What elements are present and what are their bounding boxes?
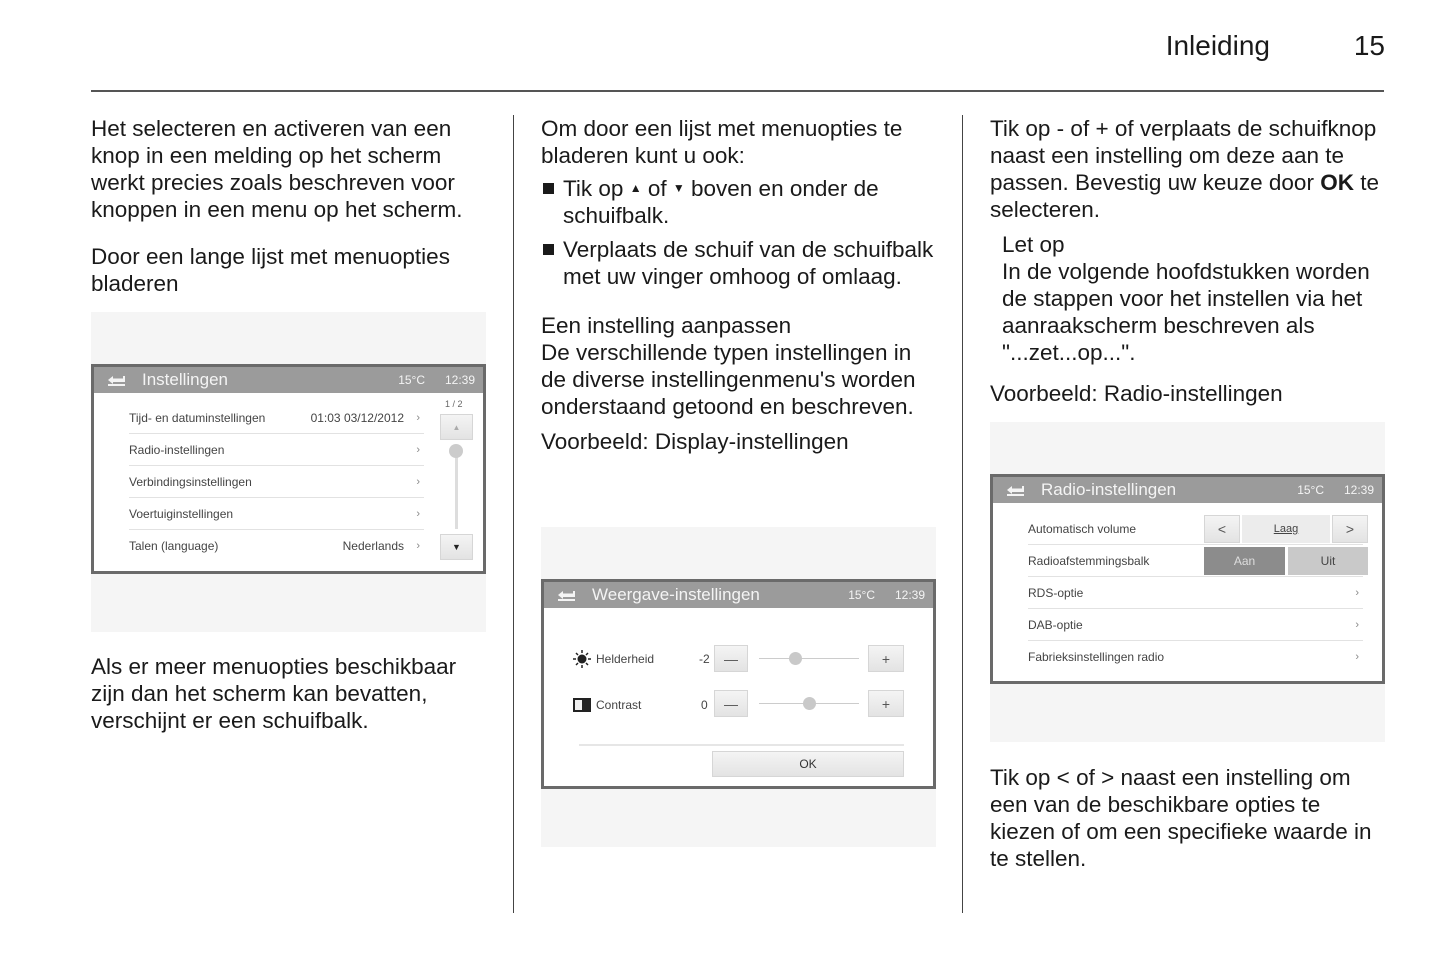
list-item-label: Automatisch volume xyxy=(1028,521,1137,536)
temperature: 15°C xyxy=(848,588,875,602)
list-item-label: RDS-optie xyxy=(1028,585,1084,600)
figure-settings-list xyxy=(91,312,486,632)
setting-label: Helderheid xyxy=(596,652,655,666)
contrast-slider-thumb[interactable] xyxy=(803,697,816,710)
scroll-down-button[interactable] xyxy=(440,534,473,560)
after-figure-paragraph: Tik op < of > naast een instelling om een van de beschikbare opties te kiezen of om een specifieke waarde in te stellen. xyxy=(990,765,1372,871)
list-item-label: Radioafstemmingsbalk xyxy=(1028,553,1150,568)
clock: 12:39 xyxy=(894,588,925,602)
plus-icon: + xyxy=(881,695,891,712)
clock: 12:39 xyxy=(444,373,475,387)
contrast-icon xyxy=(572,697,592,713)
toggle-on-button[interactable] xyxy=(1204,547,1285,575)
page-number: 15 xyxy=(1353,30,1385,61)
list-item-label: Verbindingsinstellingen xyxy=(129,474,252,489)
settings-screen xyxy=(91,364,486,574)
page-indicator: 1 / 2 xyxy=(445,399,463,409)
bullet-icon xyxy=(543,183,554,194)
chevron-right-icon: › xyxy=(416,443,420,456)
chevron-right-icon: › xyxy=(416,507,420,520)
list-item-label: DAB-optie xyxy=(1028,617,1083,632)
back-icon[interactable] xyxy=(1005,483,1027,497)
column-3 xyxy=(990,115,1390,407)
radio-screen xyxy=(990,474,1385,684)
arrow-up-icon: ▲ xyxy=(629,181,642,195)
temperature: 15°C xyxy=(1297,483,1324,497)
column-2 xyxy=(541,115,941,455)
setting-value: 0 xyxy=(701,698,708,712)
increase-button[interactable] xyxy=(868,645,904,672)
figure-radio-settings xyxy=(990,422,1385,742)
chevron-right-icon: > xyxy=(1345,521,1355,537)
brightness-icon xyxy=(572,650,592,668)
bullet-text: boven en onder de schuifbalk. xyxy=(563,176,879,228)
section-heading: Een instelling aanpassen xyxy=(541,313,792,338)
scrollbar-paragraph: Als er meer menuopties beschikbaar zijn dan het scherm kan bevatten, verschijnt er een schuifbalk. xyxy=(91,654,457,733)
figure-display-settings xyxy=(541,527,936,847)
column-divider xyxy=(513,115,514,913)
brightness-slider-track[interactable] xyxy=(759,658,859,659)
column-1-bottom xyxy=(91,653,491,734)
bullet-item xyxy=(541,175,941,229)
minus-icon: — xyxy=(724,650,738,667)
setting-value: -2 xyxy=(699,652,710,666)
list-item[interactable] xyxy=(1028,577,1363,609)
back-icon[interactable] xyxy=(556,588,578,602)
scrollbar-track[interactable] xyxy=(455,449,458,529)
list-item[interactable] xyxy=(1028,609,1363,641)
list-item-label: Radio-instellingen xyxy=(129,442,225,457)
scroll-up-button[interactable] xyxy=(440,414,473,440)
bullet-list xyxy=(541,175,941,290)
divider xyxy=(579,744,904,746)
toggle-on-label: Aan xyxy=(1233,554,1256,568)
body-text: Tik op - of + of verplaats de schuifknop naast een instelling om deze aan te passen. Bevestig uw keuze door xyxy=(990,116,1377,195)
chevron-right-icon: › xyxy=(416,539,420,552)
screen-title-bar xyxy=(993,477,1382,503)
list-item-label: Voertuiginstellingen xyxy=(129,506,234,521)
bullet-icon xyxy=(543,244,554,255)
list-item-value: Nederlands xyxy=(342,538,404,553)
screen-title-bar xyxy=(544,582,933,608)
chevron-left-icon: < xyxy=(1217,521,1227,537)
minus-icon: — xyxy=(724,695,738,712)
scrollbar-thumb[interactable] xyxy=(449,444,463,458)
list-item[interactable] xyxy=(129,530,424,561)
body-text: te selecteren. xyxy=(990,170,1379,222)
page-header xyxy=(0,0,1445,95)
chevron-right-icon: › xyxy=(1355,586,1359,599)
list-item[interactable] xyxy=(129,466,424,498)
intro-paragraph: Het selecteren en activeren van een knop in een melding op het scherm werkt precies zoals beschreven voor knoppen in een menu op het scherm. xyxy=(91,116,463,222)
temperature: 15°C xyxy=(398,373,425,387)
list-item-value: 01:03 03/12/2012 xyxy=(310,410,404,425)
brightness-row xyxy=(572,650,654,668)
column-3-bottom xyxy=(990,764,1390,872)
previous-option-button[interactable] xyxy=(1204,515,1240,543)
arrow-down-icon: ▼ xyxy=(452,542,461,552)
list-item[interactable] xyxy=(129,402,424,434)
column-divider xyxy=(962,115,963,913)
back-icon[interactable] xyxy=(106,373,128,387)
arrow-up-icon: ▲ xyxy=(452,422,461,432)
body-paragraph: De verschillende typen instellingen in de diverse instellingenmenu's worden onderstaand getoond en beschreven. xyxy=(541,340,916,419)
contrast-row xyxy=(572,697,641,713)
bullet-item xyxy=(541,236,941,290)
screen-title: Instellingen xyxy=(142,370,229,389)
list-item-label: Talen (language) xyxy=(129,538,219,553)
section-heading: Door een lange lijst met menuopties bladeren xyxy=(91,244,450,296)
option-value xyxy=(1242,515,1330,543)
intro-paragraph xyxy=(990,115,1390,223)
next-option-button[interactable] xyxy=(1332,515,1368,543)
plus-icon: + xyxy=(881,650,891,667)
note-title: Let op xyxy=(1002,232,1065,257)
bullet-text: of xyxy=(641,176,673,201)
list-item-label: Fabrieksinstellingen radio xyxy=(1028,649,1165,664)
list-item[interactable] xyxy=(129,434,424,466)
bullet-text: Tik op xyxy=(563,176,630,201)
clock: 12:39 xyxy=(1343,483,1374,497)
ok-label: OK xyxy=(799,757,817,771)
chevron-right-icon: › xyxy=(416,411,420,424)
screen-title: Radio-instellingen xyxy=(1041,480,1177,499)
increase-button[interactable] xyxy=(868,690,904,717)
intro-paragraph: Om door een lijst met menuopties te bladeren kunt u ook: xyxy=(541,116,903,168)
option-value-label: Laag xyxy=(1273,523,1299,535)
chevron-right-icon: › xyxy=(416,475,420,488)
screen-title: Weergave-instellingen xyxy=(592,585,760,604)
note-box xyxy=(990,231,1390,366)
note-body: In de volgende hoofdstukken worden de stappen voor het instellen via het aanraakscherm beschreven als "...zet...op...". xyxy=(1002,259,1370,365)
example-heading: Voorbeeld: Radio-instellingen xyxy=(990,381,1283,406)
list-item[interactable] xyxy=(1028,641,1363,672)
list-item[interactable] xyxy=(129,498,424,530)
decrease-button[interactable] xyxy=(714,690,748,717)
screen-title-bar xyxy=(94,367,483,393)
display-screen xyxy=(541,579,936,789)
decrease-button[interactable] xyxy=(714,645,748,672)
list-item-label: Tijd- en datuminstellingen xyxy=(129,410,266,425)
arrow-down-icon: ▼ xyxy=(672,181,685,195)
setting-label: Contrast xyxy=(596,698,642,712)
column-1 xyxy=(91,115,491,297)
chevron-right-icon: › xyxy=(1355,650,1359,663)
bullet-text: Verplaats de schuif van de schuifbalk met uw vinger omhoog of omlaag. xyxy=(563,237,934,289)
toggle-off-label: Uit xyxy=(1320,554,1336,568)
example-heading: Voorbeeld: Display-instellingen xyxy=(541,429,849,454)
header-rule xyxy=(91,90,1384,92)
brightness-slider-thumb[interactable] xyxy=(789,652,802,665)
toggle-off-button[interactable] xyxy=(1288,547,1368,575)
chevron-right-icon: › xyxy=(1355,618,1359,631)
section-title: Inleiding xyxy=(1165,30,1270,61)
ok-keyword: OK xyxy=(1320,170,1354,195)
ok-button[interactable] xyxy=(712,751,904,777)
